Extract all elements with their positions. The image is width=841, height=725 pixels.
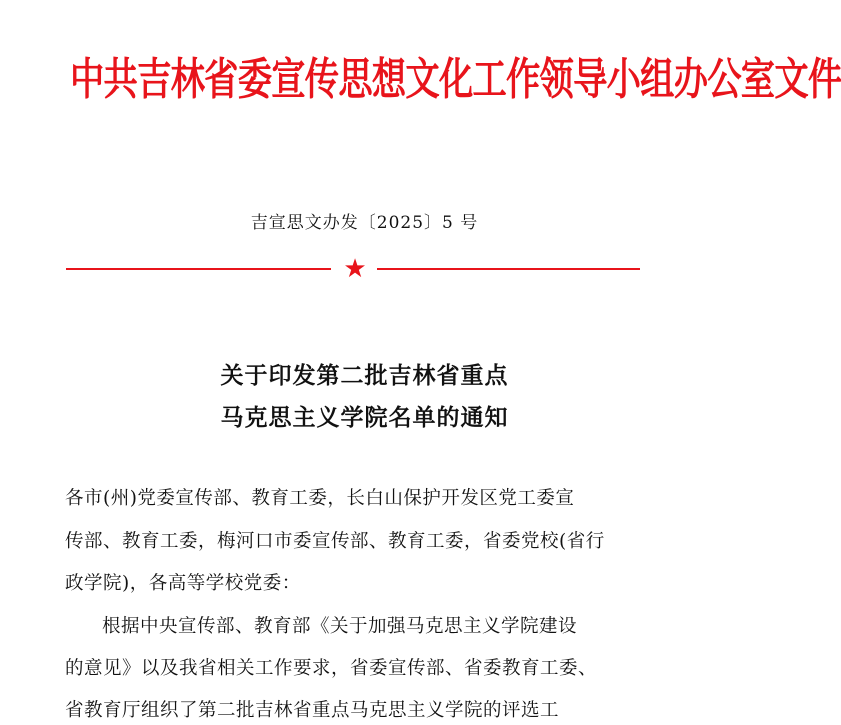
paragraph-line-3: 省教育厅组织了第二批吉林省重点马克思主义学院的评选工	[65, 700, 560, 721]
star-icon: ★	[343, 254, 367, 284]
document-number: 吉宣思文办发〔2025〕5 号	[250, 213, 479, 233]
divider-line-left	[66, 268, 331, 270]
document-title-line-2: 马克思主义学院名单的通知	[220, 404, 509, 431]
issuer-header: 中共吉林省委宣传思想文化工作领导小组办公室文件	[70, 54, 841, 105]
addressee-line-1: 各市(州)党委宣传部、教育工委，长白山保护开发区党工委宣	[65, 488, 575, 509]
document-title-line-1: 关于印发第二批吉林省重点	[220, 362, 509, 389]
paragraph-line-1: 根据中央宣传部、教育部《关于加强马克思主义学院建设	[102, 616, 578, 637]
divider-line-right	[377, 268, 640, 270]
addressee-line-3: 政学院)，各高等学校党委：	[65, 573, 301, 594]
addressee-line-2: 传部、教育工委，梅河口市委宣传部、教育工委，省委党校(省行	[65, 531, 605, 552]
red-divider	[66, 254, 640, 284]
paragraph-line-2: 的意见》以及我省相关工作要求，省委宣传部、省委教育工委、	[65, 658, 598, 679]
